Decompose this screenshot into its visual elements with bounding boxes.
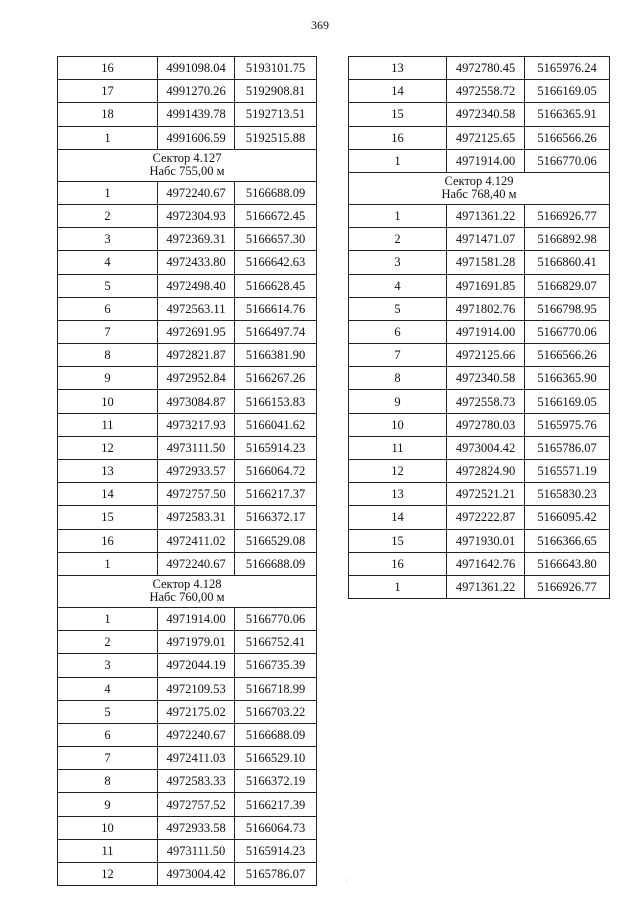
- table-row: [58, 483, 317, 506]
- y-coordinate-cell: 5166770.06: [235, 607, 317, 630]
- y-coordinate-cell: 5166770.06: [525, 320, 610, 343]
- x-coordinate-cell: 4972369.31: [158, 228, 235, 251]
- y-coordinate-cell: 5166628.45: [235, 274, 317, 297]
- table-row: [349, 274, 610, 297]
- point-number-cell: 15: [58, 506, 158, 529]
- sector-title: Сектор 4.129: [444, 173, 514, 188]
- y-coordinate-cell: 5166672.45: [235, 204, 317, 227]
- table-row: [58, 747, 317, 770]
- table-row: [58, 126, 317, 149]
- x-coordinate-cell: 4971642.76: [447, 552, 525, 575]
- point-number-cell: 3: [349, 251, 447, 274]
- point-number-cell: 1: [349, 204, 447, 227]
- x-coordinate-cell: 4972304.93: [158, 204, 235, 227]
- sector-title: Сектор 4.128: [152, 576, 222, 591]
- y-coordinate-cell: 5165786.07: [525, 436, 610, 459]
- table-row: [349, 436, 610, 459]
- table-row: [58, 816, 317, 839]
- table-row: [58, 677, 317, 700]
- table-row: [58, 297, 317, 320]
- y-coordinate-cell: 5166217.37: [235, 483, 317, 506]
- y-coordinate-cell: 5166041.62: [235, 413, 317, 436]
- x-coordinate-cell: 4971914.00: [447, 320, 525, 343]
- y-coordinate-cell: 5192515.88: [235, 126, 317, 149]
- x-coordinate-cell: 4972824.90: [447, 460, 525, 483]
- table-row: [349, 57, 610, 80]
- table-row: [349, 460, 610, 483]
- y-coordinate-cell: 5166217.39: [235, 793, 317, 816]
- x-coordinate-cell: 4973111.50: [158, 839, 235, 862]
- x-coordinate-cell: 4972583.31: [158, 506, 235, 529]
- sector-header-row: [349, 172, 610, 204]
- table-row: [58, 228, 317, 251]
- point-number-cell: 1: [58, 181, 158, 204]
- y-coordinate-cell: 5165571.19: [525, 460, 610, 483]
- point-number-cell: 16: [349, 552, 447, 575]
- y-coordinate-cell: 5166657.30: [235, 228, 317, 251]
- x-coordinate-cell: 4971914.00: [158, 607, 235, 630]
- x-coordinate-cell: 4971581.28: [447, 251, 525, 274]
- y-coordinate-cell: 5166892.98: [525, 228, 610, 251]
- x-coordinate-cell: 4972433.80: [158, 251, 235, 274]
- x-coordinate-cell: 4972821.87: [158, 344, 235, 367]
- table-row: [349, 483, 610, 506]
- table-row: [349, 344, 610, 367]
- y-coordinate-cell: 5166770.06: [525, 149, 610, 172]
- point-number-cell: 10: [349, 413, 447, 436]
- x-coordinate-cell: 4972240.67: [158, 181, 235, 204]
- point-number-cell: 16: [58, 57, 158, 80]
- x-coordinate-cell: 4972125.65: [447, 126, 525, 149]
- table-row: [58, 390, 317, 413]
- table-row: [58, 793, 317, 816]
- x-coordinate-cell: 4973111.50: [158, 436, 235, 459]
- sector-height: Набс 760,00 м: [149, 590, 225, 605]
- y-coordinate-cell: 5166372.17: [235, 506, 317, 529]
- point-number-cell: 15: [349, 103, 447, 126]
- point-number-cell: 8: [58, 344, 158, 367]
- table-row: [58, 723, 317, 746]
- x-coordinate-cell: 4973004.42: [447, 436, 525, 459]
- point-number-cell: 7: [58, 747, 158, 770]
- table-row: [349, 149, 610, 172]
- x-coordinate-cell: 4991606.59: [158, 126, 235, 149]
- y-coordinate-cell: 5166688.09: [235, 552, 317, 575]
- table-row: [349, 126, 610, 149]
- point-number-cell: 2: [58, 204, 158, 227]
- point-number-cell: 2: [58, 631, 158, 654]
- table-row: [349, 320, 610, 343]
- point-number-cell: 11: [58, 839, 158, 862]
- point-number-cell: 11: [349, 436, 447, 459]
- x-coordinate-cell: 4972521.21: [447, 483, 525, 506]
- point-number-cell: 10: [58, 390, 158, 413]
- x-coordinate-cell: 4972563.11: [158, 297, 235, 320]
- y-coordinate-cell: 5166752.41: [235, 631, 317, 654]
- x-coordinate-cell: 4991098.04: [158, 57, 235, 80]
- x-coordinate-cell: 4971361.22: [447, 204, 525, 227]
- table-row: [349, 367, 610, 390]
- sector-height: Набс 768,40 м: [441, 187, 517, 202]
- x-coordinate-cell: 4972780.45: [447, 57, 525, 80]
- x-coordinate-cell: 4971802.76: [447, 297, 525, 320]
- table-row: [349, 297, 610, 320]
- point-number-cell: 13: [349, 483, 447, 506]
- x-coordinate-cell: 4972780.03: [447, 413, 525, 436]
- sector-header-row: [58, 575, 317, 607]
- point-number-cell: 12: [349, 460, 447, 483]
- x-coordinate-cell: 4972175.02: [158, 700, 235, 723]
- y-coordinate-cell: 5166365.90: [525, 367, 610, 390]
- x-coordinate-cell: 4973217.93: [158, 413, 235, 436]
- x-coordinate-cell: 4972933.58: [158, 816, 235, 839]
- sector-header-row: [58, 149, 317, 181]
- table-row: [349, 575, 610, 598]
- y-coordinate-cell: 5166267.26: [235, 367, 317, 390]
- y-coordinate-cell: 5166566.26: [525, 126, 610, 149]
- y-coordinate-cell: 5193101.75: [235, 57, 317, 80]
- table-row: [58, 700, 317, 723]
- page-number: 369: [311, 18, 329, 32]
- y-coordinate-cell: 5166064.73: [235, 816, 317, 839]
- y-coordinate-cell: 5166688.09: [235, 181, 317, 204]
- sector-title: Сектор 4.127: [152, 150, 222, 165]
- x-coordinate-cell: 4971691.85: [447, 274, 525, 297]
- y-coordinate-cell: 5166372.19: [235, 770, 317, 793]
- point-number-cell: 3: [58, 654, 158, 677]
- table-row: [58, 251, 317, 274]
- y-coordinate-cell: 5166642.63: [235, 251, 317, 274]
- point-number-cell: 1: [349, 575, 447, 598]
- x-coordinate-cell: 4972558.72: [447, 80, 525, 103]
- point-number-cell: 4: [58, 677, 158, 700]
- x-coordinate-cell: 4991439.78: [158, 103, 235, 126]
- point-number-cell: 7: [58, 320, 158, 343]
- table-row: [58, 274, 317, 297]
- point-number-cell: 15: [349, 529, 447, 552]
- y-coordinate-cell: 5192908.81: [235, 80, 317, 103]
- table-row: [58, 413, 317, 436]
- y-coordinate-cell: 5166718.99: [235, 677, 317, 700]
- y-coordinate-cell: 5166566.26: [525, 344, 610, 367]
- table-row: [349, 552, 610, 575]
- point-number-cell: 12: [58, 436, 158, 459]
- y-coordinate-cell: 5166169.05: [525, 80, 610, 103]
- y-coordinate-cell: 5165914.23: [235, 436, 317, 459]
- table-row: [349, 413, 610, 436]
- y-coordinate-cell: 5166153.83: [235, 390, 317, 413]
- y-coordinate-cell: 5166365.91: [525, 103, 610, 126]
- y-coordinate-cell: 5166735.39: [235, 654, 317, 677]
- y-coordinate-cell: 5165830.23: [525, 483, 610, 506]
- table-row: [58, 654, 317, 677]
- y-coordinate-cell: 5166095.42: [525, 506, 610, 529]
- table-row: [58, 436, 317, 459]
- point-number-cell: 11: [58, 413, 158, 436]
- x-coordinate-cell: 4972952.84: [158, 367, 235, 390]
- point-number-cell: 4: [349, 274, 447, 297]
- table-row: [58, 320, 317, 343]
- y-coordinate-cell: 5165975.76: [525, 413, 610, 436]
- table-row: [58, 181, 317, 204]
- point-number-cell: 16: [58, 529, 158, 552]
- x-coordinate-cell: 4991270.26: [158, 80, 235, 103]
- y-coordinate-cell: 5166529.08: [235, 529, 317, 552]
- point-number-cell: 13: [58, 460, 158, 483]
- x-coordinate-cell: 4973004.42: [158, 863, 235, 886]
- x-coordinate-cell: 4971979.01: [158, 631, 235, 654]
- coordinates-table-left: [57, 56, 317, 886]
- y-coordinate-cell: 5166926.77: [525, 204, 610, 227]
- y-coordinate-cell: 5192713.51: [235, 103, 317, 126]
- table-row: [58, 103, 317, 126]
- point-number-cell: 2: [349, 228, 447, 251]
- point-number-cell: 16: [349, 126, 447, 149]
- x-coordinate-cell: 4972240.67: [158, 552, 235, 575]
- table-row: [58, 607, 317, 630]
- y-coordinate-cell: 5166381.90: [235, 344, 317, 367]
- x-coordinate-cell: 4972583.33: [158, 770, 235, 793]
- point-number-cell: 17: [58, 80, 158, 103]
- table-row: [349, 103, 610, 126]
- point-number-cell: 9: [349, 390, 447, 413]
- point-number-cell: 5: [58, 274, 158, 297]
- y-coordinate-cell: 5166860.41: [525, 251, 610, 274]
- point-number-cell: 10: [58, 816, 158, 839]
- table-row: [58, 552, 317, 575]
- point-number-cell: 14: [349, 506, 447, 529]
- point-number-cell: 8: [349, 367, 447, 390]
- y-coordinate-cell: 5166703.22: [235, 700, 317, 723]
- point-number-cell: 5: [58, 700, 158, 723]
- x-coordinate-cell: 4971930.01: [447, 529, 525, 552]
- x-coordinate-cell: 4972411.03: [158, 747, 235, 770]
- y-coordinate-cell: 5166529.10: [235, 747, 317, 770]
- sector-header: [58, 149, 317, 181]
- table-row: [58, 80, 317, 103]
- x-coordinate-cell: 4972933.57: [158, 460, 235, 483]
- point-number-cell: 8: [58, 770, 158, 793]
- y-coordinate-cell: 5166169.05: [525, 390, 610, 413]
- table-row: [349, 529, 610, 552]
- sector-header: [58, 575, 317, 607]
- table-row: [58, 529, 317, 552]
- y-coordinate-cell: 5166926.77: [525, 575, 610, 598]
- x-coordinate-cell: 4972498.40: [158, 274, 235, 297]
- point-number-cell: 4: [58, 251, 158, 274]
- y-coordinate-cell: 5166798.95: [525, 297, 610, 320]
- point-number-cell: 9: [58, 367, 158, 390]
- point-number-cell: 13: [349, 57, 447, 80]
- x-coordinate-cell: 4972109.53: [158, 677, 235, 700]
- point-number-cell: 5: [349, 297, 447, 320]
- table-row: [58, 770, 317, 793]
- y-coordinate-cell: 5165976.24: [525, 57, 610, 80]
- x-coordinate-cell: 4972757.52: [158, 793, 235, 816]
- x-coordinate-cell: 4972222.87: [447, 506, 525, 529]
- table-row: [349, 228, 610, 251]
- table-row: [58, 57, 317, 80]
- x-coordinate-cell: 4972757.50: [158, 483, 235, 506]
- table-row: [58, 839, 317, 862]
- table-row: [58, 863, 317, 886]
- y-coordinate-cell: 5166497.74: [235, 320, 317, 343]
- x-coordinate-cell: 4972044.19: [158, 654, 235, 677]
- point-number-cell: 14: [58, 483, 158, 506]
- table-row: [349, 506, 610, 529]
- table-row: [349, 390, 610, 413]
- point-number-cell: 1: [58, 126, 158, 149]
- point-number-cell: 1: [58, 552, 158, 575]
- point-number-cell: 6: [58, 723, 158, 746]
- x-coordinate-cell: 4972240.67: [158, 723, 235, 746]
- x-coordinate-cell: 4972125.66: [447, 344, 525, 367]
- y-coordinate-cell: 5166643.80: [525, 552, 610, 575]
- table-row: [58, 460, 317, 483]
- point-number-cell: 6: [349, 320, 447, 343]
- x-coordinate-cell: 4973084.87: [158, 390, 235, 413]
- x-coordinate-cell: 4972411.02: [158, 529, 235, 552]
- table-row: [349, 251, 610, 274]
- point-number-cell: 3: [58, 228, 158, 251]
- point-number-cell: 9: [58, 793, 158, 816]
- x-coordinate-cell: 4971914.00: [447, 149, 525, 172]
- point-number-cell: 1: [349, 149, 447, 172]
- y-coordinate-cell: 5166688.09: [235, 723, 317, 746]
- table-row: [349, 204, 610, 227]
- y-coordinate-cell: 5166829.07: [525, 274, 610, 297]
- table-row: [58, 506, 317, 529]
- table-row: [349, 80, 610, 103]
- footer-mark: ·: [345, 876, 348, 885]
- sector-header: [349, 172, 610, 204]
- y-coordinate-cell: 5165786.07: [235, 863, 317, 886]
- point-number-cell: 14: [349, 80, 447, 103]
- y-coordinate-cell: 5166614.76: [235, 297, 317, 320]
- x-coordinate-cell: 4971361.22: [447, 575, 525, 598]
- point-number-cell: 1: [58, 607, 158, 630]
- point-number-cell: 18: [58, 103, 158, 126]
- x-coordinate-cell: 4972691.95: [158, 320, 235, 343]
- sector-height: Набс 755,00 м: [149, 164, 225, 179]
- point-number-cell: 7: [349, 344, 447, 367]
- x-coordinate-cell: 4972340.58: [447, 103, 525, 126]
- table-row: [58, 367, 317, 390]
- point-number-cell: 6: [58, 297, 158, 320]
- y-coordinate-cell: 5166366.65: [525, 529, 610, 552]
- table-row: [58, 344, 317, 367]
- y-coordinate-cell: 5165914.23: [235, 839, 317, 862]
- coordinates-table-right: [348, 56, 610, 599]
- table-row: [58, 204, 317, 227]
- table-row: [58, 631, 317, 654]
- x-coordinate-cell: 4971471.07: [447, 228, 525, 251]
- x-coordinate-cell: 4972340.58: [447, 367, 525, 390]
- x-coordinate-cell: 4972558.73: [447, 390, 525, 413]
- point-number-cell: 12: [58, 863, 158, 886]
- y-coordinate-cell: 5166064.72: [235, 460, 317, 483]
